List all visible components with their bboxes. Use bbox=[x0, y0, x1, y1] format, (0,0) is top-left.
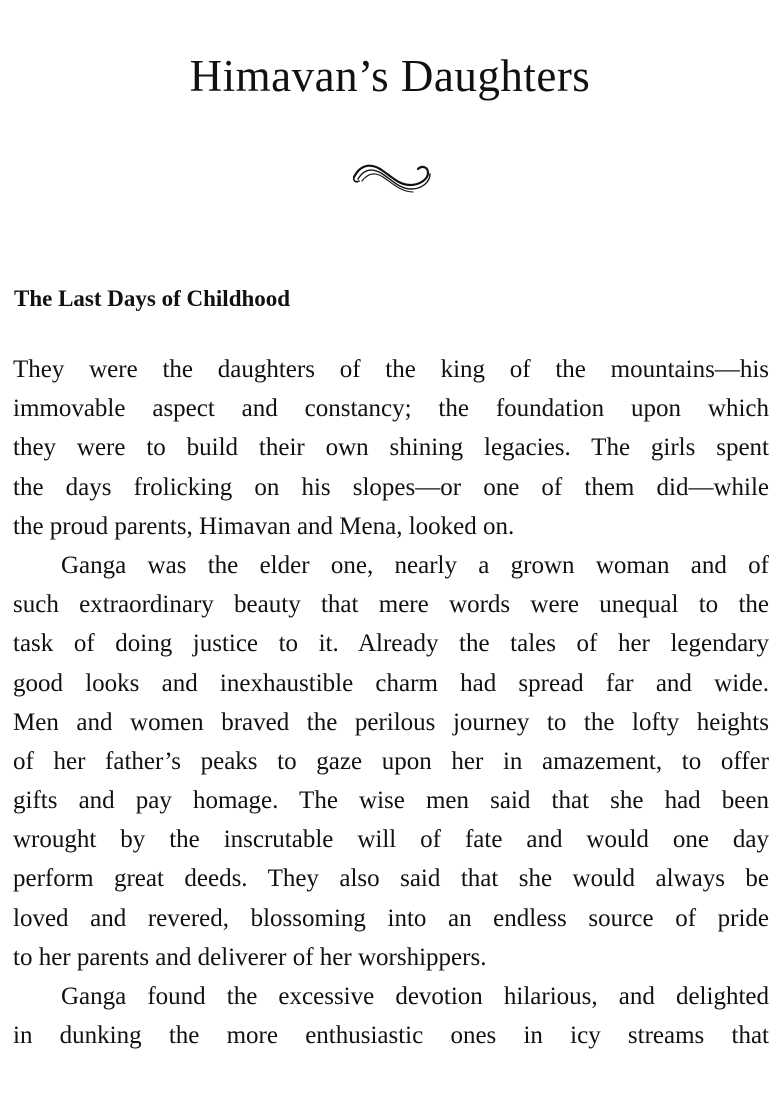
text-line: immovable aspect and constancy; the foundation upon which bbox=[13, 395, 769, 423]
chapter-title: Himavan’s Daughters bbox=[189, 51, 591, 101]
text-line: Men and women braved the perilous journey to the lofty heights bbox=[13, 708, 769, 736]
text-line: perform great deeds. They also said that she would always be bbox=[13, 865, 769, 893]
text-line: They were the daughters of the king of the mountains—his bbox=[13, 356, 769, 383]
text-line: they were to build their own shining legacies. The girls spent bbox=[13, 434, 769, 462]
text-line: in dunking the more enthusiastic ones in icy streams that bbox=[13, 1022, 769, 1050]
text-line: to her parents and deliverer of her worshippers. bbox=[13, 943, 487, 971]
text-line: task of doing justice to it. Already the tales of her legendary bbox=[13, 630, 769, 658]
text-line: Ganga was the elder one, nearly a grown woman and of bbox=[61, 551, 769, 579]
text-line: gifts and pay homage. The wise men said that she had been bbox=[13, 787, 769, 815]
text-line: good looks and inexhaustible charm had spread far and wide. bbox=[13, 669, 769, 697]
text-line: Ganga found the excessive devotion hilarious, and delighted bbox=[61, 983, 769, 1010]
text-line: such extraordinary beauty that mere words were unequal to the bbox=[13, 591, 769, 619]
text-line: the days frolicking on his slopes—or one of them did—while bbox=[13, 473, 769, 501]
swirl-ornament-icon bbox=[350, 155, 434, 195]
text-line: the proud parents, Himavan and Mena, looked on. bbox=[13, 512, 515, 540]
text-line: of her father’s peaks to gaze upon her in amazement, to offer bbox=[13, 747, 769, 775]
body-text bbox=[13, 350, 769, 1055]
text-line: wrought by the inscrutable will of fate and would one day bbox=[13, 826, 769, 854]
text-line: loved and revered, blossoming into an endless source of pride bbox=[13, 904, 769, 932]
section-heading: The Last Days of Childhood bbox=[14, 286, 291, 311]
